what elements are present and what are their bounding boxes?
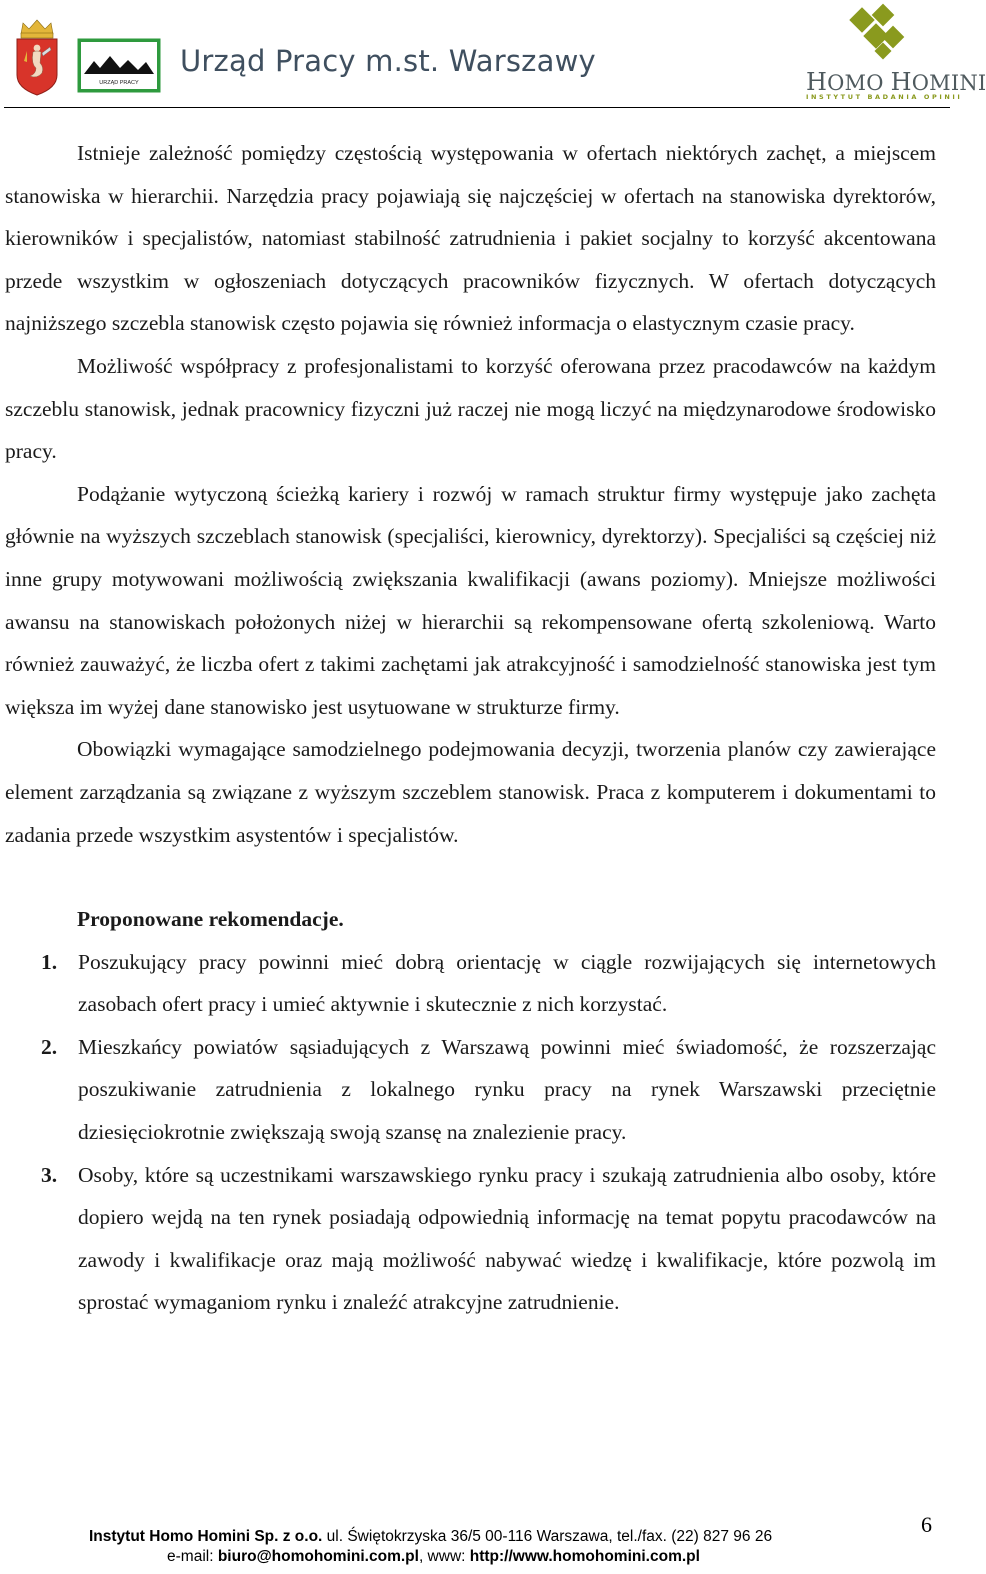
paragraph: Istnieje zależność pomiędzy częstością występowania w ofertach niektórych zachęt, a miejscem stanowiska w hierarchii. Narzędzia pracy pojawiają się najczęściej w ofertach na stanowiska dyrektorów, kierowników i specjalistów, natomiast stabilność zatrudnienia i pakiet socjalny to korzyść akcentowana przede wszystkim w ogłoszeniach dotyczących pracowników fizycznych. W ofertach dotyczących najniższego szczebla stanowisk często pojawia się również informacja o elastycznym czasie pracy. [5, 141, 936, 336]
warsaw-crest-icon [12, 17, 62, 97]
list-item [5, 941, 936, 1026]
footer-www-link[interactable]: http://www.homohomini.com.pl [469, 1548, 700, 1565]
page-header [0, 0, 986, 112]
urzad-pracy-logo-icon [77, 38, 161, 93]
paragraph: Możliwość współpracy z profesjonalistami to korzyść oferowana przez pracodawców na każdym szczeblu stanowisk, jednak pracownicy fizyczni już raczej nie mogą liczyć na międzynarodowe środowisko pracy. [5, 353, 936, 464]
paragraph: Obowiązki wymagające samodzielnego podejmowania decyzji, tworzenia planów czy zawierające element zarządzania są związane z wyższym szczeblem stanowisk. Praca z komputerem i dokumentami to zadania przede wszystkim asystentów i specjalistów. [5, 737, 936, 847]
list-number: 2. [41, 1034, 58, 1059]
list-item-text: Osoby, które są uczestnikami warszawskiego rynku pracy i szukają zatrudnienia albo osoby, które dopiero wejdą na ten rynek posiadają odpowiednią informację na temat popytu pracodawców na zawody i kwalifikacje oraz mają możliwość nabywać wiedzę i kwalifikacje, które pozwolą im sprostać wymaganiom rynku i znaleźć atrakcyjne zatrudnienie. [78, 1162, 936, 1315]
footer-address-line [89, 1528, 772, 1546]
paragraph: Podążanie wytyczoną ścieżką kariery i rozwój w ramach struktur firmy występuje jako zachęta głównie na wyższych szczeblach stanowisk (specjaliści, kierownicy, dyrektorzy). Specjaliści są częściej niż inne grupy motywowani możliwością zwiększania kwalifikacji (awans poziomy). Mniejsze możliwości awansu na stanowiskach położonych niżej w hierarchii są rekompensowane ofertą szkoleniową. Warto również zauważyć, że liczba ofert z takimi zachętami jak atrakcyjność i samodzielność stanowiska jest tym większa im wyżej dane stanowisko jest usytuowane w strukturze firmy. [5, 481, 936, 719]
hh-rest-2: OMINI [911, 71, 986, 95]
page-number: 6 [921, 1512, 932, 1537]
hh-cap-2: H [890, 68, 912, 96]
hh-cap-1: H [806, 68, 828, 96]
footer-email-link[interactable]: biuro@homohomini.com.pl [217, 1548, 419, 1565]
footer-company: Instytut Homo Homini Sp. z o.o. [89, 1528, 323, 1545]
svg-text:URZĄD PRACY: URZĄD PRACY [99, 80, 139, 86]
homo-homini-name [806, 68, 986, 96]
list-item-text: Poszukujący pracy powinni mieć dobrą orientację w ciągle rozwijających się internetowych zasobach ofert pracy i umieć aktywnie i skutecznie z nich korzystać. [78, 949, 936, 1017]
list-item [5, 1154, 936, 1324]
footer-address: ul. Świętokrzyska 36/5 00-116 Warszawa, tel./fax. (22) 827 96 26 [322, 1528, 773, 1545]
header-divider [4, 107, 950, 108]
list-item-text: Mieszkańcy powiatów sąsiadujących z Warszawą powinni mieć świadomość, że rozszerzając poszukiwanie zatrudnienia z lokalnego rynku pracy na rynek Warszawski przeciętnie dziesięciokrotnie zwiększają swoją szansę na znalezienie pracy. [78, 1034, 936, 1145]
footer-www-label: , www: [418, 1548, 470, 1565]
recommendations-list [5, 941, 936, 1324]
list-number: 3. [41, 1162, 58, 1187]
homo-homini-logo-icon [847, 5, 909, 63]
document-body [5, 132, 936, 1324]
recommendations-heading: Proponowane rekomendacje. [77, 907, 344, 932]
footer-contact-line [167, 1548, 700, 1566]
footer-email-label: e-mail: [167, 1548, 218, 1565]
list-number: 1. [41, 949, 58, 974]
list-item [5, 1026, 936, 1154]
hh-rest-1: OMO [827, 71, 891, 95]
homo-homini-subtitle: INSTYTUT BADANIA OPINII [806, 93, 963, 101]
urzad-pracy-title: Urząd Pracy m.st. Warszawy [180, 44, 596, 78]
